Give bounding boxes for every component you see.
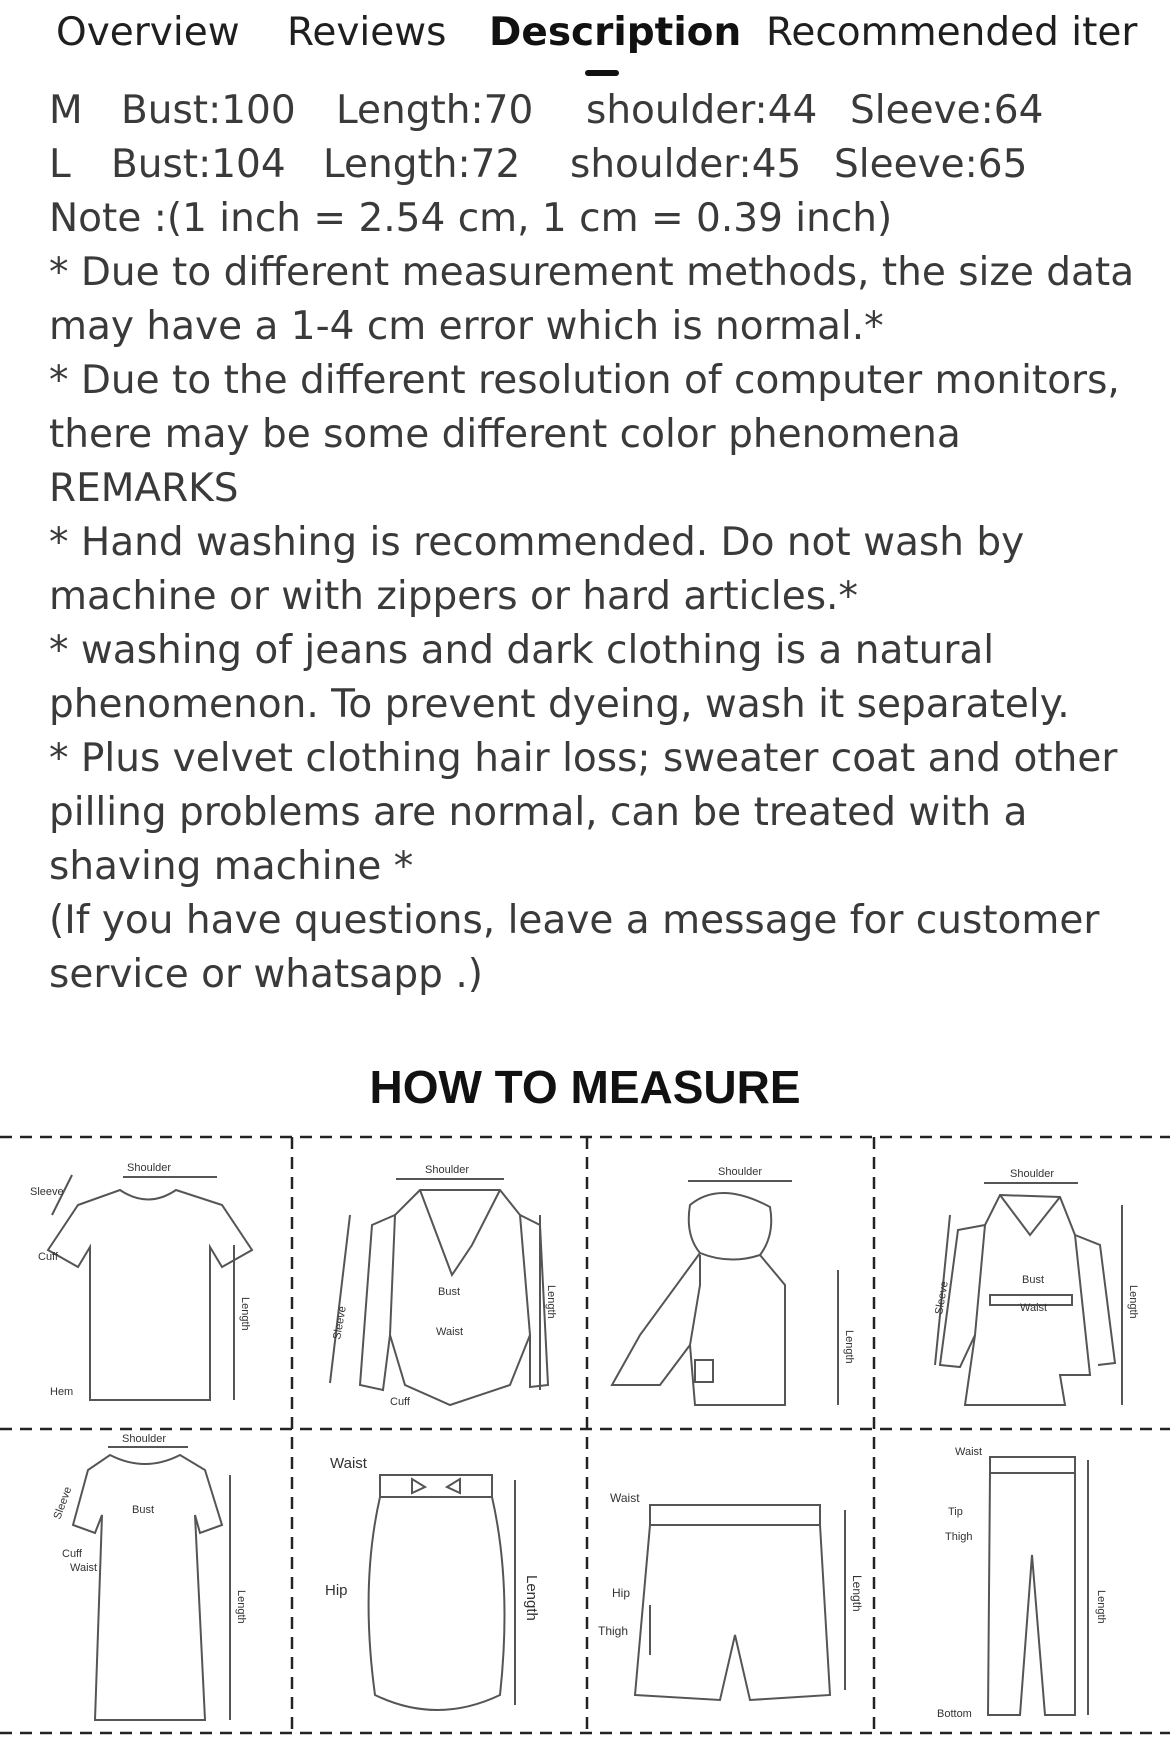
tip-label: Tip [948,1506,963,1518]
length-label: Length [1127,1285,1139,1319]
tab-recommended-items[interactable]: Recommended iter [766,10,1138,55]
tshirt-diagram [48,1175,252,1400]
cuff-label: Cuff [62,1548,82,1560]
bust-label: Bust [132,1504,155,1516]
skirt-diagram [369,1475,515,1710]
waist-label: Waist [330,1455,367,1472]
dress-diagram [73,1447,230,1720]
size-label: M [49,88,83,133]
how-to-measure-title: HOW TO MEASURE [369,1061,801,1113]
size-row-l [49,138,1159,192]
hip-label: Hip [325,1582,348,1599]
hooded-coat-diagram [612,1181,838,1405]
bust-value: Bust:100 [121,88,296,133]
shorts-diagram [635,1505,845,1700]
thigh-label: Thigh [598,1624,629,1638]
length-label: Length [1095,1590,1107,1624]
pants-diagram [988,1457,1088,1715]
description-line: may have a 1-4 cm error which is normal.* [49,304,884,349]
description-line: shaving machine * [49,844,414,889]
shoulder-value: shoulder:44 [586,88,818,133]
active-tab-indicator [585,70,619,76]
hip-label: Hip [612,1586,631,1600]
tab-reviews[interactable]: Reviews [287,10,447,55]
sleeve-value: Sleeve:64 [850,88,1044,133]
measurement-diagram-grid [0,1135,1170,1737]
description-line: there may be some different color phenomena [49,412,961,457]
length-label: Length [843,1330,855,1364]
blazer-labels [331,1164,557,1408]
sleeve-label: Sleeve [331,1305,349,1341]
grid-dividers [0,1137,1170,1733]
shoulder-label: Shoulder [1010,1168,1055,1180]
bust-label: Bust [438,1286,461,1298]
waist-label: Waist [610,1491,640,1505]
length-value: Length:70 [336,88,534,133]
description-line: * Due to the different resolution of computer monitors, [49,358,1120,403]
how-to-measure-section [0,1040,1170,1737]
length-label: Length [239,1297,251,1331]
length-label: Length [235,1590,247,1624]
description-line: service or whatsapp .) [49,952,483,997]
description-line: * washing of jeans and dark clothing is a natural [49,628,995,673]
tab-overview[interactable]: Overview [56,10,240,55]
waist-label: Waist [955,1446,983,1458]
shoulder-value: shoulder:45 [570,142,802,187]
trench-coat-diagram [935,1183,1122,1405]
shoulder-label: Shoulder [127,1162,172,1174]
length-label: Length [545,1285,557,1319]
sleeve-label: Sleeve [51,1485,75,1522]
sleeve-label: Sleeve [933,1280,951,1316]
conversion-note: Note :(1 inch = 2.54 cm, 1 cm = 0.39 inch) [49,196,893,241]
size-label: L [49,142,71,187]
thigh-label: Thigh [945,1531,973,1543]
shorts-labels [598,1491,864,1638]
length-label: Length [850,1575,864,1612]
length-label: Length [523,1575,540,1621]
bust-label: Bust [1022,1274,1045,1286]
trench-coat-labels [933,1168,1139,1319]
bottom-label: Bottom [937,1708,972,1720]
length-value: Length:72 [323,142,521,187]
skirt-labels [325,1455,540,1621]
shoulder-label: Shoulder [425,1164,470,1176]
waist-label: Waist [70,1562,98,1574]
cuff-label: Cuff [390,1396,410,1408]
description-line: phenomenon. To prevent dyeing, wash it separately. [49,682,1070,727]
sleeve-value: Sleeve:65 [834,142,1028,187]
description-line: machine or with zippers or hard articles.* [49,574,858,619]
shoulder-label: Shoulder [718,1166,763,1178]
waist-label: Waist [1020,1302,1048,1314]
product-description [49,84,1159,1002]
description-line: pilling problems are normal, can be treated with a [49,790,1028,835]
shoulder-label: Shoulder [122,1433,167,1445]
hem-label: Hem [50,1386,74,1398]
description-line: * Plus velvet clothing hair loss; sweater coat and other [49,736,1118,781]
tshirt-labels [30,1162,251,1398]
description-line: (If you have questions, leave a message for customer [49,898,1100,943]
bust-value: Bust:104 [111,142,286,187]
waist-label: Waist [436,1326,464,1338]
sleeve-label: Sleeve [30,1186,64,1198]
description-line: * Hand washing is recommended. Do not wash by [49,520,1025,565]
description-line: * Due to different measurement methods, the size data [49,250,1135,295]
tab-description[interactable]: Description [489,10,742,55]
remarks-heading: REMARKS [49,466,239,511]
cuff-label: Cuff [38,1251,58,1263]
tab-bar [0,0,1170,80]
size-row-m [49,84,1159,138]
